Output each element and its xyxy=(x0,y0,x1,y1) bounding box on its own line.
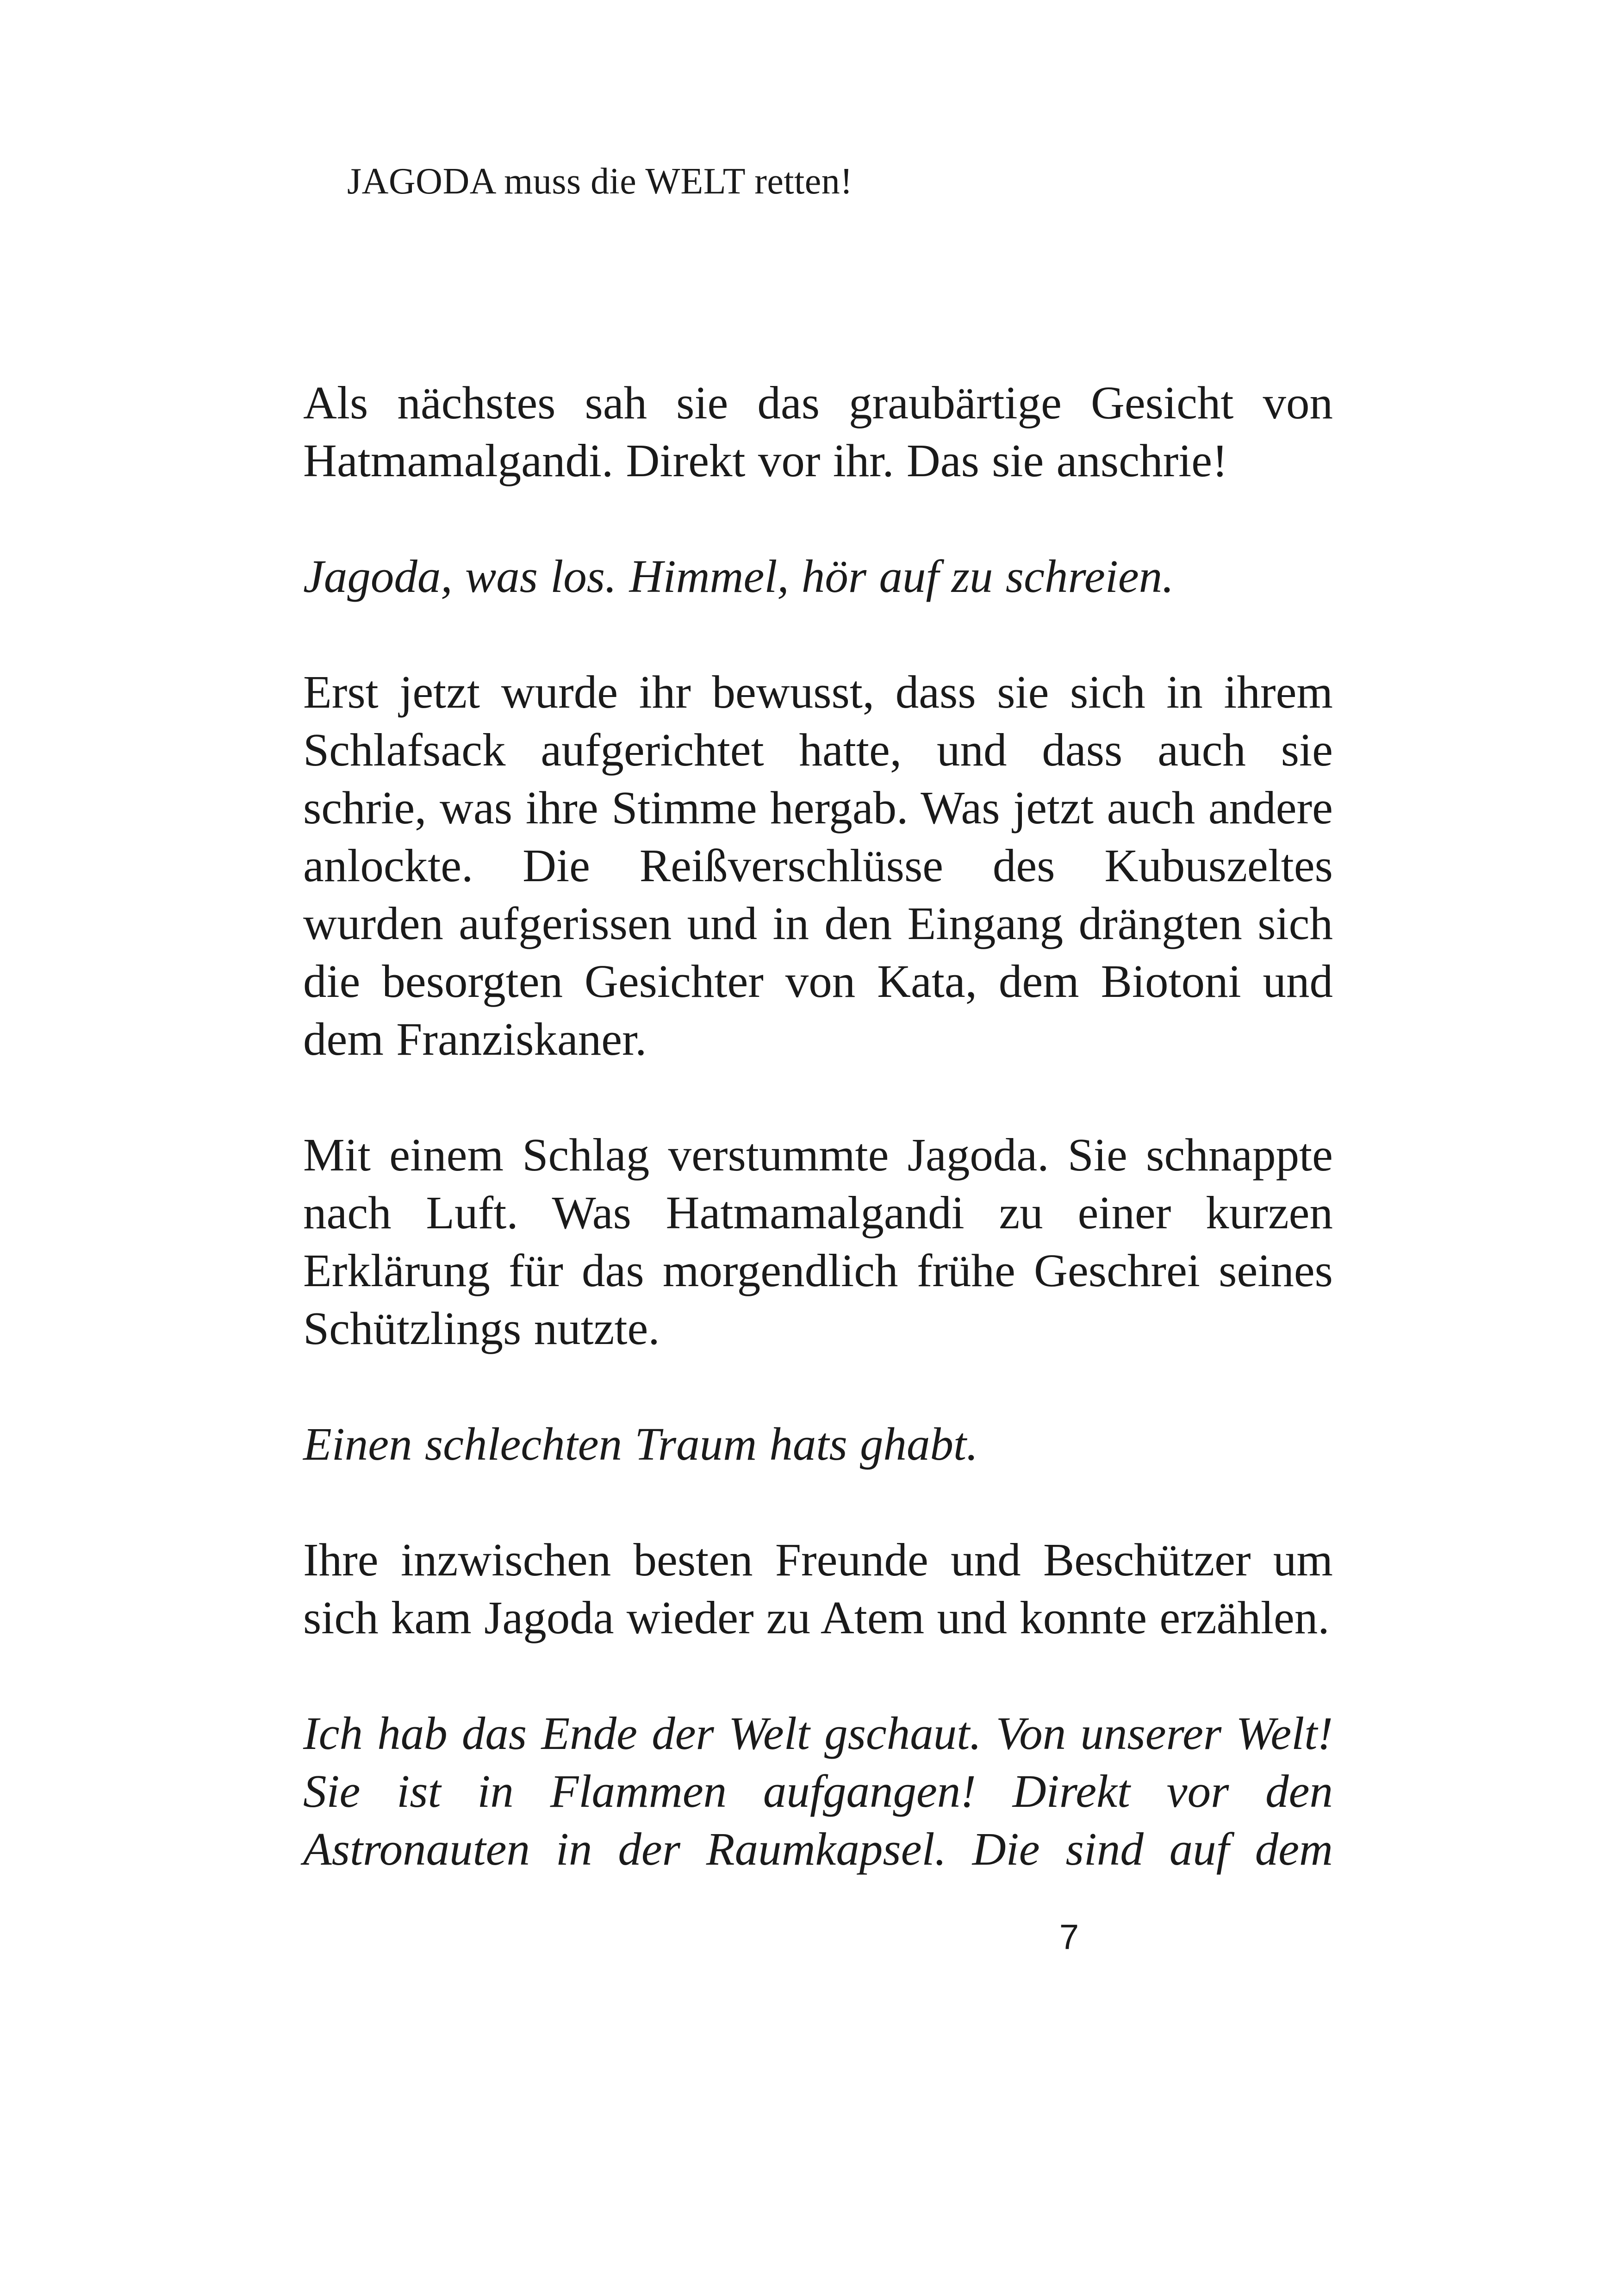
paragraph-7-dialogue: Ich hab das Ende der Welt gschaut. Von unserer Welt! Sie ist in Flammen aufgangen! Direkt vor den Astronauten in der Raumkapsel. Die sind auf dem xyxy=(303,1707,1333,1875)
page-number: 7 xyxy=(1059,1917,1079,1957)
paragraph-1: Als nächstes sah sie das graubärtige Gesicht von Hatmamalgandi. Direkt vor ihr. Das sie anschrie! xyxy=(303,377,1333,486)
paragraph-4: Mit einem Schlag verstummte Jagoda. Sie schnappte nach Luft. Was Hatmamalgandi zu einer kurzen Erklärung für das morgendlich frühe Geschrei seines Schützlings nutzte. xyxy=(303,1129,1333,1354)
paragraph-3: Erst jetzt wurde ihr bewusst, dass sie sich in ihrem Schlafsack aufgerichtet hatte, und dass auch sie schrie, was ihre Stimme hergab. Was jetzt auch andere anlockte. Die Reißverschlüsse des Kubuszeltes wurden aufgerissen und in den Eingang drängten sich die besorgten Gesichter von Kata, dem Biotoni und dem Franziskaner. xyxy=(303,666,1333,1065)
paragraph-5-dialogue: Einen schlechten Traum hats ghabt. xyxy=(303,1418,978,1470)
paragraph-2-dialogue: Jagoda, was los. Himmel, hör auf zu schreien. xyxy=(303,550,1174,602)
body-text xyxy=(303,374,1333,1878)
running-header-title: JAGODA muss die WELT retten! xyxy=(347,161,853,202)
paragraph-6: Ihre inzwischen besten Freunde und Beschützer um sich kam Jagoda wieder zu Atem und konnte erzählen. xyxy=(303,1534,1333,1643)
